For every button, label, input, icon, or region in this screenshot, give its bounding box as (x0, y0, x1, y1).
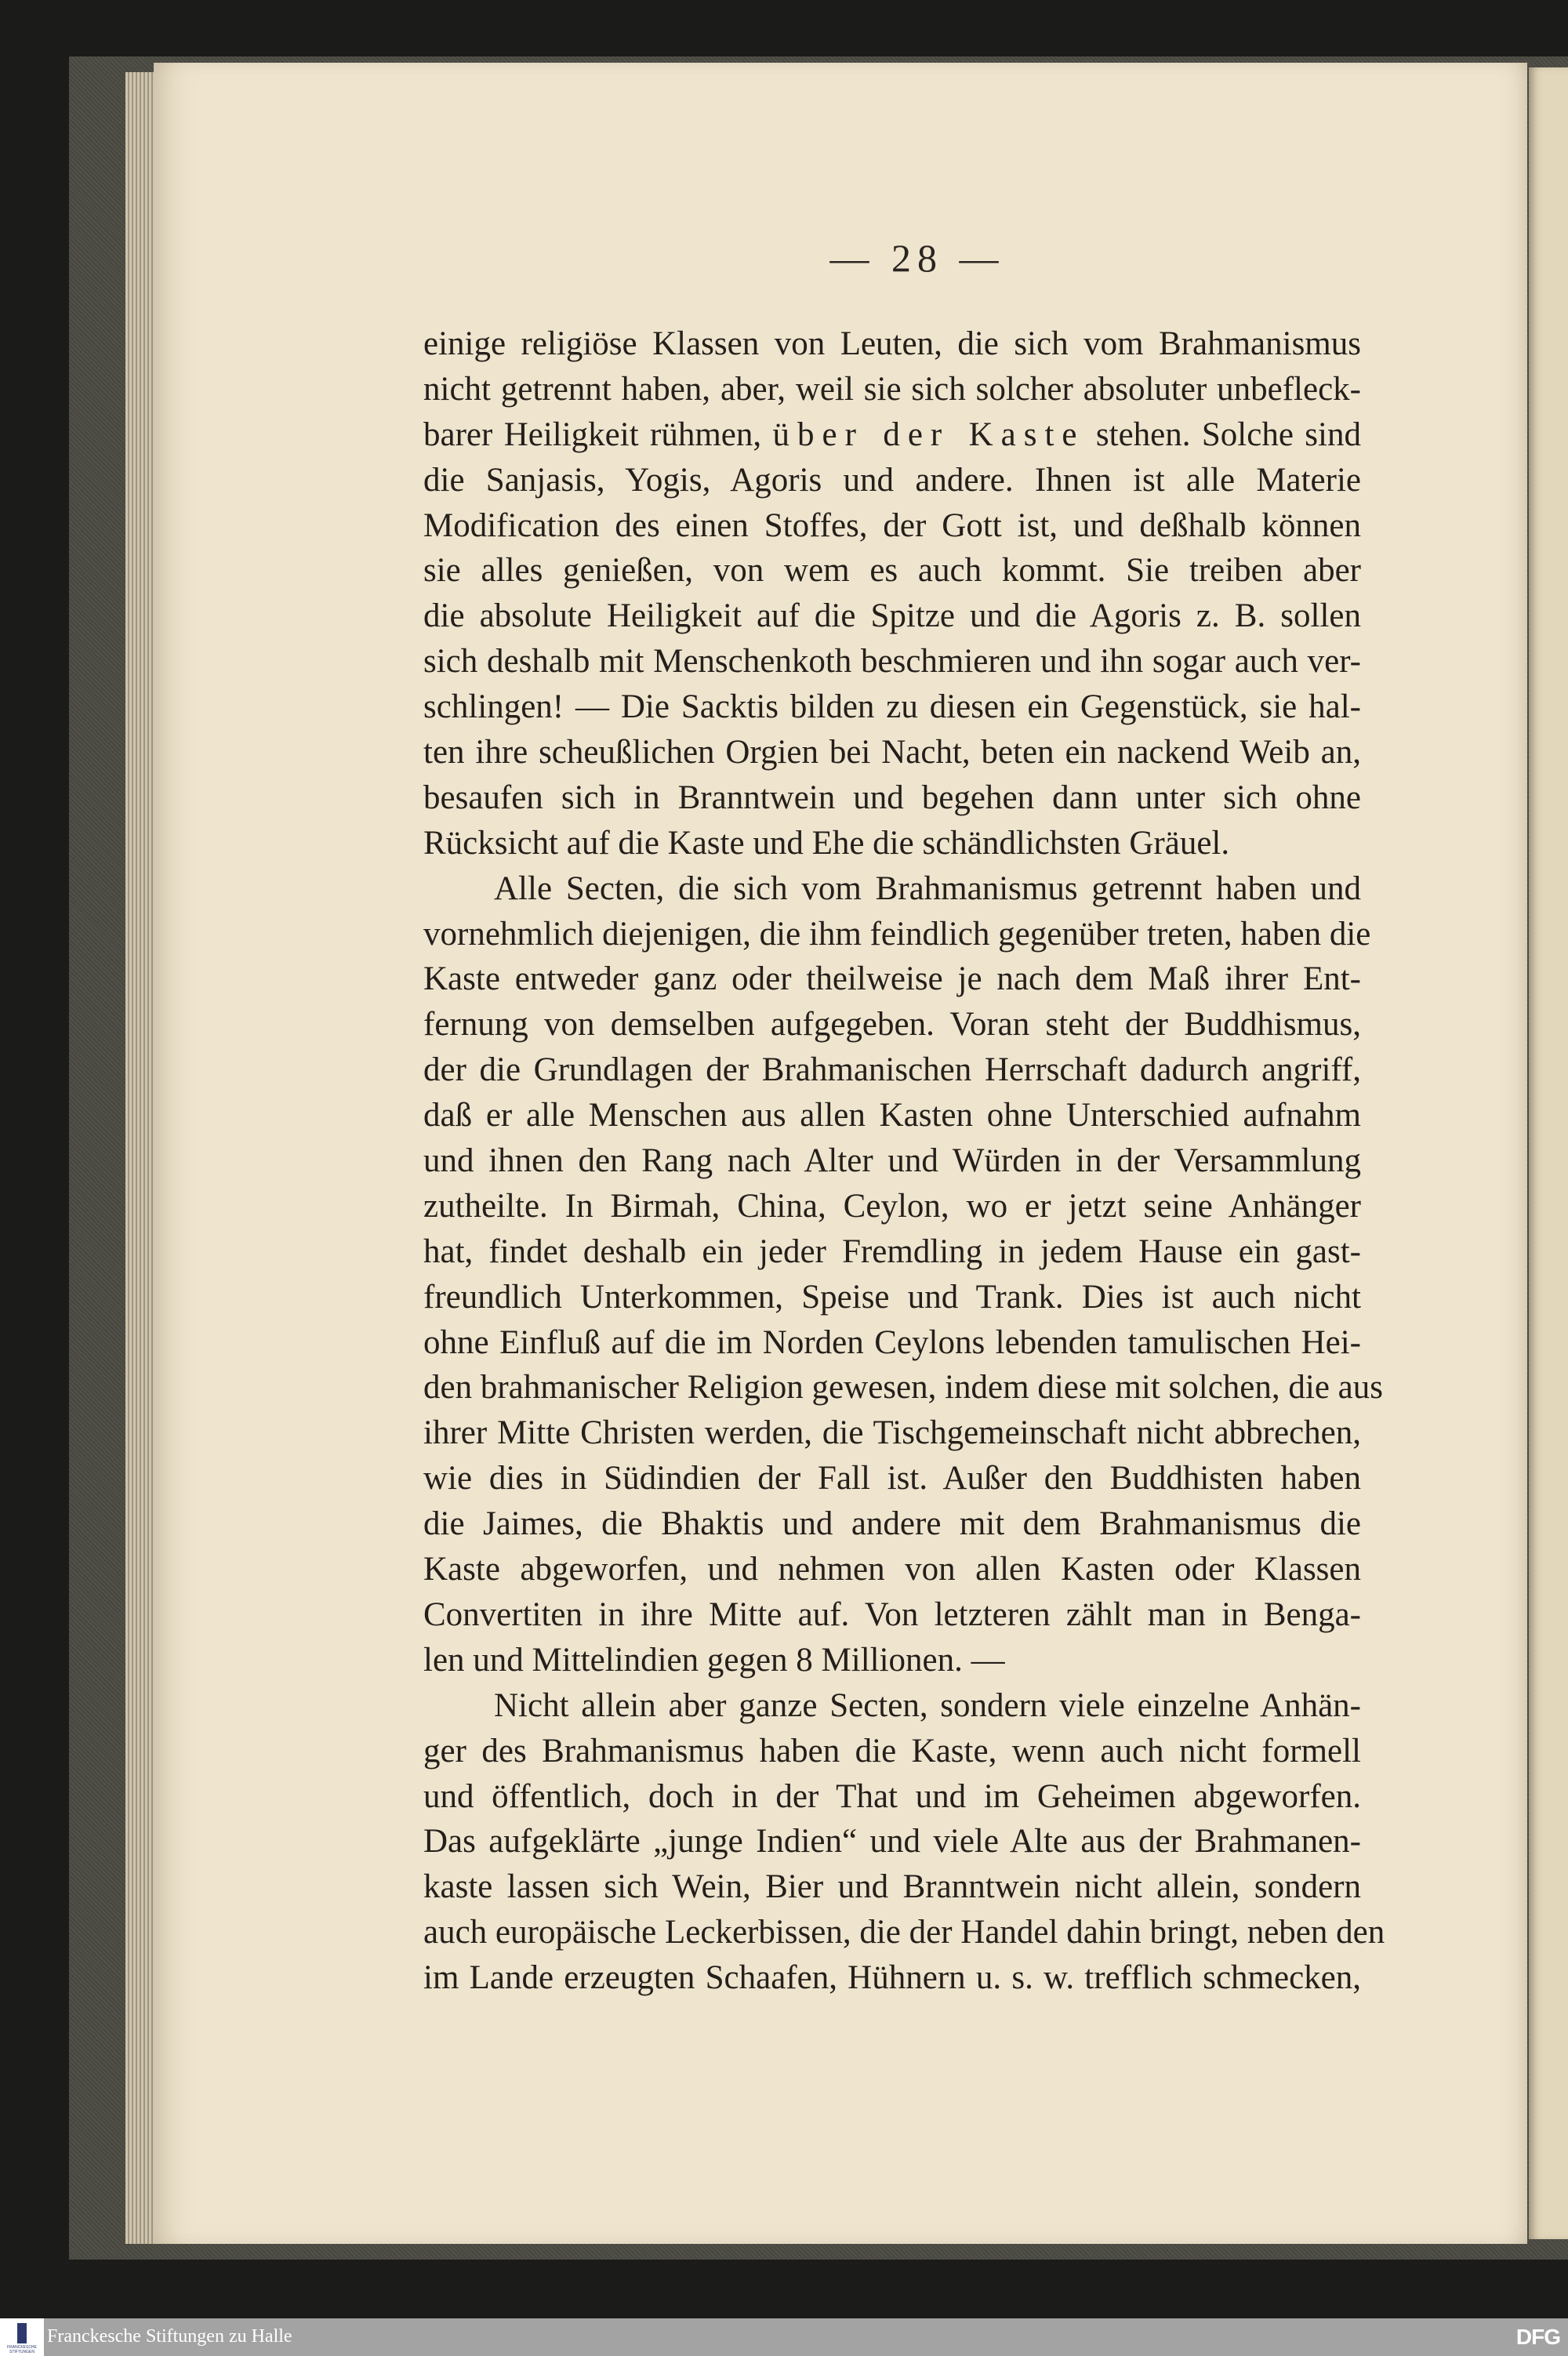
text-line: Nicht allein aber ganze Secten, sondern viele einzelne Anhän- (494, 1686, 1361, 1724)
facing-page-edge (1529, 67, 1568, 2239)
page-number: — 28 — (829, 236, 1005, 280)
text-line: fernung von demselben aufgegeben. Voran steht der Buddhismus, (423, 1006, 1361, 1044)
text-line: auch europäische Leckerbissen, die der Handel dahin bringt, neben den (423, 1914, 1385, 1951)
footer-bar (0, 2318, 1568, 2356)
emphasized-text: über der Kaste (772, 416, 1085, 453)
text-line: im Lande erzeugten Schaafen, Hühnern u. s. w. trefflich schmecken, (423, 1959, 1361, 1997)
page-stack-edge (125, 72, 157, 2244)
text-line: ten ihre scheußlichen Orgien bei Nacht, beten ein nackend Weib an, (423, 734, 1361, 771)
dfg-logo: DFG (1515, 2325, 1560, 2349)
text-line: sich deshalb mit Menschenkoth beschmieren und ihn sogar auch ver- (423, 643, 1361, 681)
text-line: kaste lassen sich Wein, Bier und Branntwein nicht allein, sondern (423, 1868, 1361, 1906)
text-segment: stehen. Solche sind (1084, 416, 1361, 453)
text-line: einige religiöse Klassen von Leuten, die sich vom Brahmanismus (423, 325, 1361, 362)
text-line: Kaste entweder ganz oder theilweise je nach dem Maß ihrer Ent- (423, 960, 1361, 998)
institution-logo (0, 2318, 44, 2356)
text-line: nicht getrennt haben, aber, weil sie sich solcher absoluter unbefleck- (423, 370, 1361, 408)
text-line: die Sanjasis, Yogis, Agoris und andere. Ihnen ist alle Materie (423, 461, 1361, 499)
text-line: hat, findet deshalb ein jeder Fremdling in jedem Hause ein gast- (423, 1232, 1361, 1270)
text-line: schlingen! — Die Sacktis bilden zu diesen ein Gegenstück, sie hal- (423, 688, 1361, 726)
text-line: Convertiten in ihre Mitte auf. Von letzteren zählt man in Benga- (423, 1595, 1361, 1633)
text-line: die Jaimes, die Bhaktis und andere mit dem Brahmanismus die (423, 1505, 1361, 1543)
logo-lettering: FRANCKESCHE STIFTUNGEN (7, 2345, 37, 2354)
tower-icon (17, 2323, 27, 2343)
text-line: Modification des einen Stoffes, der Gott ist, und deßhalb können (423, 506, 1361, 544)
text-line: der die Grundlagen der Brahmanischen Herrschaft dadurch angriff, (423, 1051, 1361, 1089)
text-line: den brahmanischer Religion gewesen, indem diese mit solchen, die aus (423, 1369, 1383, 1407)
text-line: besaufen sich in Branntwein und begehen dann unter sich ohne (423, 779, 1361, 816)
text-segment: barer Heiligkeit rühmen, (423, 416, 773, 453)
body-text (423, 321, 1385, 2001)
text-line: Kaste abgeworfen, und nehmen von allen Kasten oder Klassen (423, 1551, 1361, 1588)
text-line: ihrer Mitte Christen werden, die Tischgemeinschaft nicht abbrechen, (423, 1414, 1361, 1452)
text-line: wie dies in Südindien der Fall ist. Außer den Buddhisten haben (423, 1460, 1361, 1497)
text-line: vornehmlich diejenigen, die ihm feindlich gegenüber treten, haben die (423, 915, 1371, 953)
text-line: und öffentlich, doch in der That und im Geheimen abgeworfen. (423, 1777, 1361, 1815)
text-line: Das aufgeklärte „junge Indien“ und viele Alte aus der Brahmanen- (423, 1823, 1361, 1860)
text-line: sie alles genießen, von wem es auch kommt. Sie treiben aber (423, 552, 1361, 590)
text-line: len und Mittelindien gegen 8 Millionen. — (423, 1641, 1005, 1679)
text-line: ohne Einfluß auf die im Norden Ceylons lebenden tamulischen Hei- (423, 1323, 1361, 1361)
text-line: die absolute Heiligkeit auf die Spitze und die Agoris z. B. sollen (423, 597, 1361, 635)
text-line: Alle Secten, die sich vom Brahmanismus getrennt haben und (494, 869, 1361, 907)
text-line: ger des Brahmanismus haben die Kaste, wenn auch nicht formell (423, 1732, 1361, 1770)
text-line: zutheilte. In Birmah, China, Ceylon, wo er jetzt seine Anhänger (423, 1187, 1361, 1225)
text-line: Rücksicht auf die Kaste und Ehe die schändlichsten Gräuel. (423, 824, 1230, 862)
text-line: freundlich Unterkommen, Speise und Trank. Dies ist auch nicht (423, 1278, 1361, 1316)
text-line (423, 412, 1361, 458)
text-line: daß er alle Menschen aus allen Kasten ohne Unterschied aufnahm (423, 1097, 1361, 1134)
text-line: und ihnen den Rang nach Alter und Würden in der Versammlung (423, 1142, 1361, 1180)
institution-name: Franckesche Stiftungen zu Halle (47, 2326, 292, 2347)
